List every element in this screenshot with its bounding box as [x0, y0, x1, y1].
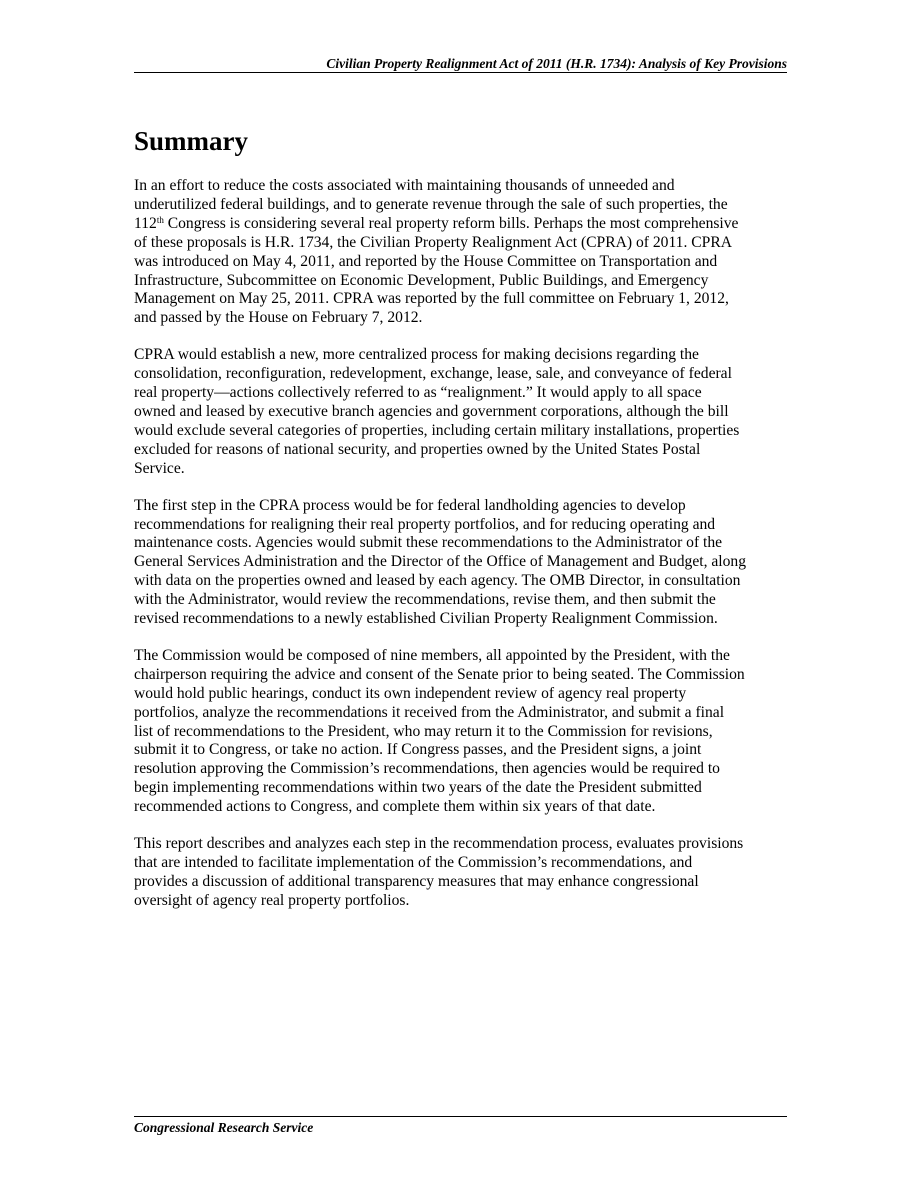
text-line: The Commission would be composed of nine members, all appointed by the President, with the [134, 646, 730, 664]
text-line: The first step in the CPRA process would be for federal landholding agencies to develop [134, 496, 686, 514]
text-line: consolidation, reconfiguration, redevelopment, exchange, lease, sale, and conveyance of federal [134, 365, 732, 383]
text-line: portfolios, analyze the recommendations it received from the Administrator, and submit a final [134, 703, 725, 721]
text-line: This report describes and analyzes each step in the recommendation process, evaluates provisions [134, 835, 744, 853]
paragraph-3 [134, 497, 786, 629]
text-line: underutilized federal buildings, and to generate revenue through the sale of such properties, the [134, 195, 728, 213]
text-line: of these proposals is H.R. 1734, the Civilian Property Realignment Act (CPRA) of 2011. CPRA [134, 233, 733, 251]
paragraph-5 [134, 835, 786, 911]
text-line: owned and leased by executive branch agencies and government corporations, although the bill [134, 402, 729, 420]
text-line: and passed by the House on February 7, 2012. [134, 309, 423, 327]
text-line: with the Administrator, would review the recommendations, revise them, and then submit the [134, 591, 716, 609]
text-line: was introduced on May 4, 2011, and reported by the House Committee on Transportation and [134, 252, 718, 270]
header-divider [134, 72, 787, 73]
ordinal-suffix: th [156, 214, 164, 225]
running-footer: Congressional Research Service [134, 1120, 314, 1135]
paragraph-2 [134, 346, 786, 478]
text-line: maintenance costs. Agencies would submit these recommendations to the Administrator of the [134, 534, 723, 552]
section-heading: Summary [134, 126, 248, 156]
text-line-rest: Congress is considering several real property reform bills. Perhaps the most comprehensive [163, 214, 739, 232]
summary-body [134, 177, 786, 929]
running-header: Civilian Property Realignment Act of 2011 (H.R. 1734): Analysis of Key Provisions [326, 56, 787, 71]
text-line: real property—actions collectively referred to as “realignment.” It would apply to all space [134, 384, 702, 402]
text-line: Management on May 25, 2011. CPRA was reported by the full committee on February 1, 2012, [134, 290, 729, 308]
footer-divider [134, 1116, 787, 1117]
text-line: begin implementing recommendations within two years of the date the President submitted [134, 779, 702, 797]
text-line: General Services Administration and the Director of the Office of Management and Budget, along [134, 553, 747, 571]
text-line: resolution approving the Commission’s recommendations, then agencies would be required to [134, 760, 720, 778]
paragraph-1 [134, 177, 786, 328]
paragraph-4 [134, 647, 786, 817]
text-line: with data on the properties owned and leased by each agency. The OMB Director, in consultation [134, 572, 741, 590]
congress-number: 112 [134, 214, 157, 232]
text-line: provides a discussion of additional transparency measures that may enhance congressional [134, 872, 699, 890]
text-line: excluded for reasons of national security, and properties owned by the United States Postal [134, 440, 701, 458]
text-line: Infrastructure, Subcommittee on Economic Development, Public Buildings, and Emergency [134, 271, 709, 289]
text-line: submit it to Congress, or take no action. If Congress passes, and the President signs, a joint [134, 741, 702, 759]
text-line: oversight of agency real property portfolios. [134, 891, 410, 909]
text-line: would exclude several categories of properties, including certain military installations, properties [134, 421, 740, 439]
text-line: CPRA would establish a new, more centralized process for making decisions regarding the [134, 346, 699, 364]
text-line: that are intended to facilitate implementation of the Commission’s recommendations, and [134, 854, 693, 871]
text-line: recommendations for realigning their real property portfolios, and for reducing operating and [134, 515, 716, 533]
text-line: would hold public hearings, conduct its own independent review of agency real property [134, 684, 687, 702]
text-line: In an effort to reduce the costs associated with maintaining thousands of unneeded and [134, 177, 675, 194]
text-line: recommended actions to Congress, and complete them within six years of that date. [134, 798, 656, 816]
text-line: revised recommendations to a newly established Civilian Property Realignment Commission. [134, 610, 718, 628]
text-line: list of recommendations to the President, who may return it to the Commission for revisions, [134, 722, 713, 740]
text-line: chairperson requiring the advice and consent of the Senate prior to being seated. The Commission [134, 665, 745, 683]
text-line [134, 215, 786, 234]
text-line: Service. [134, 459, 185, 477]
